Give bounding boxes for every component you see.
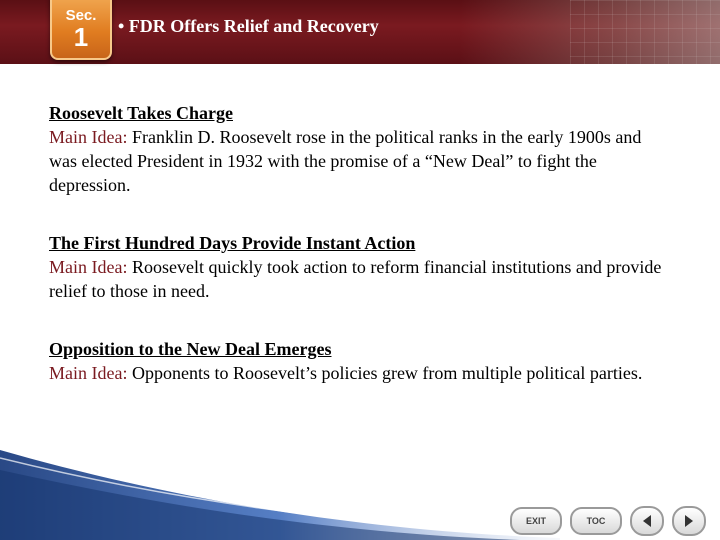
section-heading: Roosevelt Takes Charge <box>49 103 233 123</box>
main-idea-text: Opponents to Roosevelt’s policies grew from multiple political parties. <box>127 363 643 383</box>
section-heading: The First Hundred Days Provide Instant Action <box>49 233 416 253</box>
section-badge-word: Sec. <box>65 7 97 24</box>
next-button[interactable] <box>672 506 706 536</box>
main-idea-label: Main Idea: <box>49 127 128 147</box>
exit-button[interactable]: EXIT <box>510 507 562 535</box>
section-badge-number: 1 <box>73 22 89 52</box>
main-content <box>49 101 669 385</box>
section-roosevelt-takes-charge <box>49 101 669 197</box>
previous-button[interactable] <box>630 506 664 536</box>
section-opposition-new-deal <box>49 337 669 385</box>
section-heading: Opposition to the New Deal Emerges <box>49 339 332 359</box>
toc-button[interactable]: TOC <box>570 507 622 535</box>
triangle-left-icon <box>641 514 653 528</box>
navigation-bar <box>510 506 706 536</box>
triangle-right-icon <box>683 514 695 528</box>
main-idea-text: Franklin D. Roosevelt rose in the political ranks in the early 1900s and was elected President in 1932 with the promise of a “New Deal” to fight the depression. <box>49 127 642 195</box>
main-idea-label: Main Idea: <box>49 257 128 277</box>
section-first-hundred-days <box>49 231 669 303</box>
section-badge <box>50 0 112 60</box>
header-grid-decoration <box>570 0 720 64</box>
main-idea-text: Roosevelt quickly took action to reform financial institutions and provide relief to those in need. <box>49 257 662 301</box>
page-title: • FDR Offers Relief and Recovery <box>118 16 379 36</box>
main-idea-label: Main Idea: <box>49 363 128 383</box>
